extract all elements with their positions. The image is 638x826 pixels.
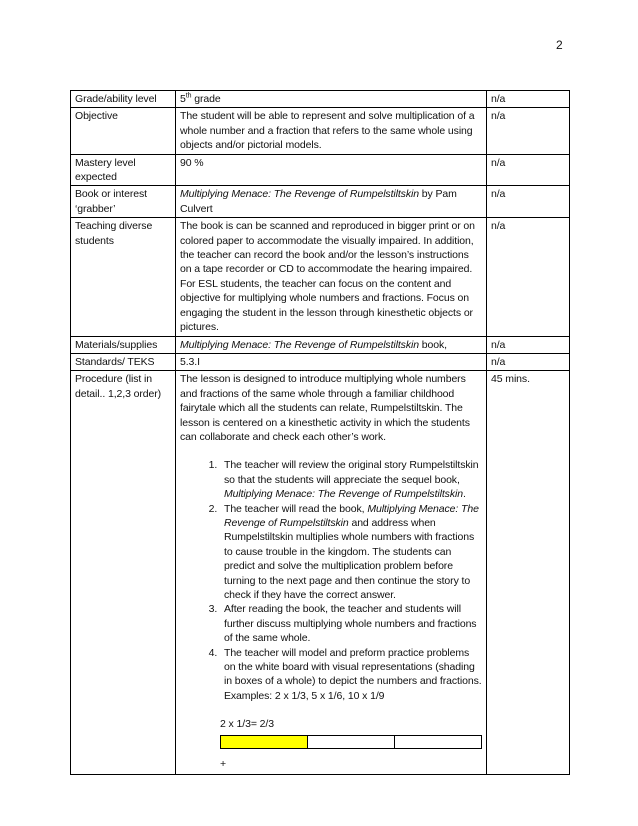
- objective-value: The student will be able to represent and solve multiplication of a whole number and a fraction that refers to the same whole using objects and/or pictorial models.: [176, 108, 487, 154]
- table-row-objective: [71, 108, 570, 154]
- grabber-label: Book or interest ‘grabber’: [71, 186, 176, 218]
- diverse-note: n/a: [487, 218, 570, 336]
- materials-value: Multiplying Menace: The Revenge of Rumpelstiltskin book,: [176, 336, 487, 353]
- mastery-note: n/a: [487, 154, 570, 186]
- mastery-value: 90 %: [176, 154, 487, 186]
- list-item: 1. The teacher will review the original story Rumpelstiltskin so that the students will appreciate the sequel book, Multiplying Menace: The Revenge of Rumpelstiltskin.: [220, 458, 482, 501]
- procedure-value: [176, 371, 487, 775]
- table-row-diverse: [71, 218, 570, 336]
- fraction-boxes: [220, 735, 482, 749]
- grade-label: Grade/ability level: [71, 91, 176, 108]
- book-title: Multiplying Menace: The Revenge of Rumpelstiltskin: [180, 188, 419, 201]
- diverse-value: The book is can be scanned and reproduced in bigger print or on colored paper to accommodate the visually impaired. In addition, the teacher can record the book and/or the lesson’s instructions on a tape recorder or CD to accommodate the hearing impaired. For ESL students, the teacher can focus on the content and objective for multiplying whole numbers and fractions. Focus on engaging the student in the lesson through kinesthetic objects or pictures.: [176, 218, 487, 336]
- standards-note: n/a: [487, 353, 570, 370]
- fraction-box-shaded: [220, 735, 308, 749]
- list-item: 3. After reading the book, the teacher and students will further discuss multiplying whole numbers and fractions of the same whole.: [220, 602, 482, 645]
- example-equation: 2 x 1/3= 2/3: [220, 718, 274, 731]
- fraction-box-empty: [395, 735, 482, 749]
- grade-value: 5th grade: [176, 91, 487, 108]
- grabber-value: Multiplying Menace: The Revenge of Rumpelstiltskin by Pam Culvert: [176, 186, 487, 218]
- grabber-note: n/a: [487, 186, 570, 218]
- materials-note: n/a: [487, 336, 570, 353]
- procedure-intro: The lesson is designed to introduce multiplying whole numbers and fractions of the same whole through a familiar childhood fairytale which all the students can relate, Rumpelstiltskin. The lesson is centered on a kinesthetic activity in which the students can collaborate and check each other’s work.: [180, 373, 470, 443]
- procedure-note: 45 mins.: [487, 371, 570, 775]
- materials-label: Materials/supplies: [71, 336, 176, 353]
- objective-label: Objective: [71, 108, 176, 154]
- procedure-label: Procedure (list in detail.. 1,2,3 order): [71, 371, 176, 775]
- list-item: 4. The teacher will model and preform practice problems on the white board with visual representations (shading in boxes of a whole) to depict the numbers and fractions. Examples: 2 x 1/3, 5 x 1/6, 10 x 1/9: [220, 646, 482, 704]
- table-row-grabber: [71, 186, 570, 218]
- table-row-mastery: [71, 154, 570, 186]
- plus-sign: +: [220, 757, 227, 770]
- table-row-materials: [71, 336, 570, 353]
- diverse-label: Teaching diverse students: [71, 218, 176, 336]
- table-row-procedure: [71, 371, 570, 775]
- page-number: 2: [556, 38, 563, 52]
- standards-label: Standards/ TEKS: [71, 353, 176, 370]
- fraction-box-empty: [308, 735, 395, 749]
- standards-value: 5.3.I: [176, 353, 487, 370]
- table-row-grade: [71, 91, 570, 108]
- objective-note: n/a: [487, 108, 570, 154]
- book-title: Multiplying Menace: The Revenge of Rumpelstiltskin: [180, 338, 419, 351]
- mastery-label: Mastery level expected: [71, 154, 176, 186]
- table-row-standards: [71, 353, 570, 370]
- list-item: 2. The teacher will read the book, Multiplying Menace: The Revenge of Rumpelstiltskin and address when Rumpelstiltskin multiplies whole numbers with fractions to cause trouble in the kingdom. The students can predict and solve the multiplication problem before turning to the next page and then continue the story to check if they have the correct answer.: [220, 502, 482, 603]
- procedure-steps: [180, 458, 482, 703]
- grade-note: n/a: [487, 91, 570, 108]
- lesson-plan-table: [70, 90, 570, 775]
